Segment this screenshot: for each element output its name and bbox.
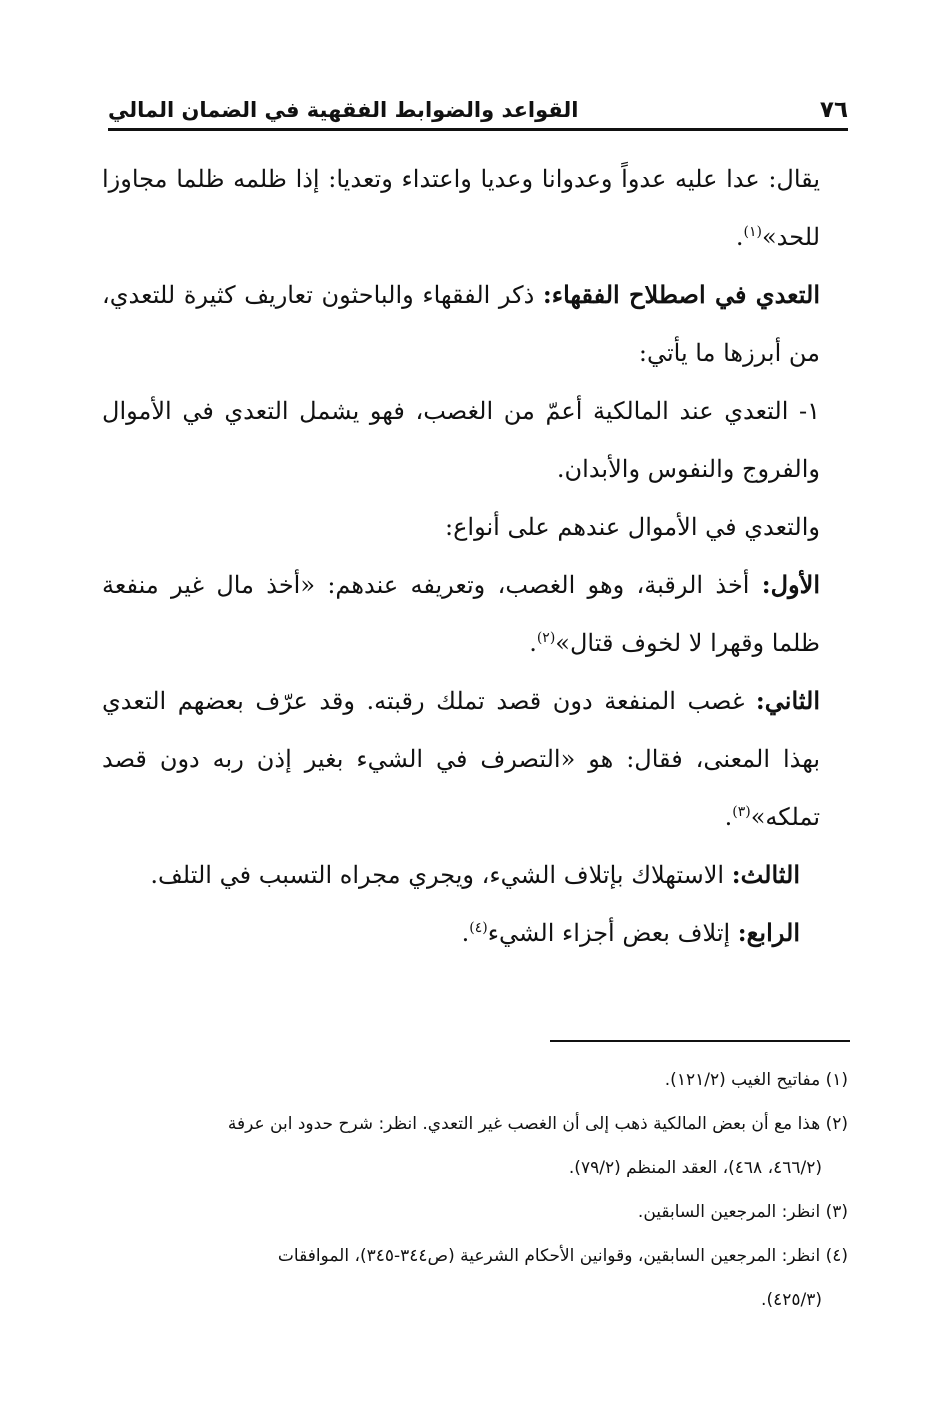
footnote: (٢) هذا مع أن بعض المالكية ذهب إلى أن الغصب غير التعدي. انظر: شرح حدود ابن عرفة <box>227 1114 848 1134</box>
paragraph-lead: الأول: <box>761 570 820 599</box>
footnote-ref: (٤) <box>469 920 488 936</box>
footnote: (٣) انظر: المرجعين السابقين. <box>637 1202 848 1222</box>
paragraph <box>102 846 820 904</box>
main-text <box>102 150 820 962</box>
paragraph <box>102 904 820 962</box>
paragraph-text: ذكر الفقهاء والباحثون تعاريف كثيرة للتعدي، من أبرزها ما يأتي: <box>102 281 820 367</box>
footnote-ref: (١) <box>743 224 762 240</box>
paragraph-end: . <box>724 803 733 831</box>
footnotes <box>110 1058 848 1322</box>
running-header <box>108 92 848 131</box>
paragraph-text: إتلاف بعض أجزاء الشيء <box>487 919 738 947</box>
paragraph <box>102 382 820 498</box>
footnote: (١) مفاتيح الغيب (١٢١/٢). <box>664 1070 848 1090</box>
paragraph-lead: التعدي في اصطلاح الفقهاء: <box>542 280 820 309</box>
paragraph-text: الاستهلاك بإتلاف الشيء، ويجري مجراه التسبب في التلف. <box>150 861 732 889</box>
paragraph <box>102 266 820 382</box>
book-title: القواعد والضوابط الفقهية في الضمان المالي <box>108 98 579 122</box>
paragraph <box>102 672 820 846</box>
paragraph-text: ١- التعدي عند المالكية أعمّ من الغصب، فهو يشمل التعدي في الأموال والفروج والنفوس والأبدان. <box>102 397 820 483</box>
paragraph <box>102 498 820 556</box>
page-number: ٧٦ <box>819 97 848 123</box>
paragraph-end: . <box>735 223 744 251</box>
paragraph-text: يقال: عدا عليه عدواً وعدوانا وعديا واعتداء وتعديا: إذا ظلمه ظلما مجاوزا للحد» <box>102 165 820 251</box>
footnote-continuation: (٤٢٥/٣). <box>761 1290 822 1310</box>
paragraph-text: غصب المنفعة دون قصد تملك رقبته. وقد عرّف بعضهم التعدي بهذا المعنى، فقال: هو «التصرف في الشيء بغير إذن ربه دون قصد تملكه» <box>102 687 820 831</box>
paragraph-lead: الثاني: <box>755 686 820 715</box>
footnote: (٤) انظر: المرجعين السابقين، وقوانين الأحكام الشرعية (ص٣٤٤-٣٤٥)، الموافقات <box>277 1246 848 1266</box>
footnote-ref: (٣) <box>732 804 751 820</box>
footnote-divider <box>550 1040 850 1042</box>
paragraph-end: . <box>461 919 470 947</box>
paragraph-lead: الرابع: <box>737 918 800 947</box>
paragraph-end: . <box>529 629 537 657</box>
footnote-ref: (٢) <box>536 630 556 646</box>
paragraph-text: والتعدي في الأموال عندهم على أنواع: <box>445 513 820 541</box>
paragraph <box>102 150 820 266</box>
paragraph <box>102 556 820 672</box>
paragraph-text: أخذ الرقبة، وهو الغصب، وتعريفه عندهم: «أخذ مال غير منفعة ظلما وقهرا لا لخوف قتال» <box>102 571 820 657</box>
paragraph-lead: الثالث: <box>731 860 800 889</box>
footnote-continuation: (٤٦٦/٢، ٤٦٨)، العقد المنظم (٧٩/٢). <box>568 1158 822 1178</box>
